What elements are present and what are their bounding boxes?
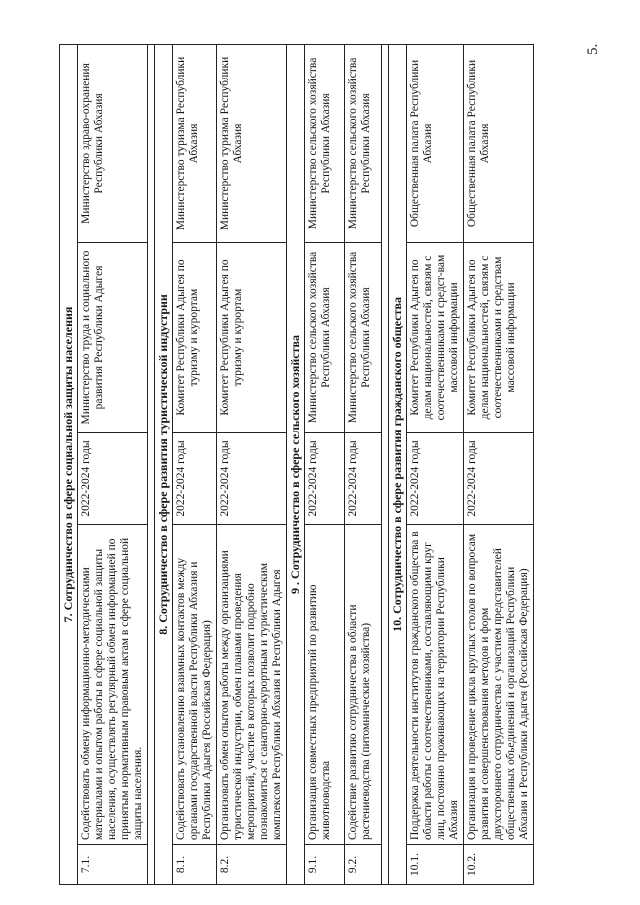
item-number: 7.1. xyxy=(78,845,148,885)
item-responsible-abkhazia: Министерство туризма Республики Абхазия xyxy=(173,44,217,242)
item-responsible-adygea: Комитет Республики Адыгея по туризму и курортам xyxy=(217,243,287,433)
item-responsible-abkhazia: Министерство сельского хозяйства Республики Абхазия xyxy=(305,44,345,242)
item-responsible-adygea: Комитет Республики Адыгея по делам национальностей, связям с соотечественниками и средст-вам массовой информации xyxy=(407,243,464,433)
item-responsible-adygea: Министерство сельского хозяйства Республики Абхазия xyxy=(345,243,382,433)
section-header-10 xyxy=(389,44,407,884)
item-text: Поддержка деятельности институтов гражданского общества в области работы с соотечественниками, составляющими круг лиц, постоянно проживающих на территории Республики Абхазия xyxy=(407,525,464,845)
item-responsible-abkhazia: Общественная палата Республики Абхазия xyxy=(407,44,464,242)
item-period: 2022-2024 годы xyxy=(305,433,345,525)
item-number: 10.1. xyxy=(407,845,464,885)
item-period: 2022-2024 годы xyxy=(78,433,148,525)
item-period: 2022-2024 годы xyxy=(217,433,287,525)
section-title-agriculture: 9 . Сотрудничество в сфере сельского хозяйства xyxy=(287,44,305,884)
section-title-tourism: 8. Сотрудничество в сфере развития туристической индустрии xyxy=(155,44,173,884)
spacer-cell xyxy=(148,44,155,884)
cooperation-plan-table xyxy=(59,44,534,885)
section-header-7 xyxy=(60,44,78,884)
item-responsible-abkhazia: Министерство сельского хозяйства Республики Абхазия xyxy=(345,44,382,242)
item-period: 2022-2024 годы xyxy=(173,433,217,525)
item-period: 2022-2024 годы xyxy=(407,433,464,525)
table-row xyxy=(217,44,287,884)
spacer-row xyxy=(382,44,389,884)
section-header-9 xyxy=(287,44,305,884)
item-responsible-abkhazia: Общественная палата Республики Абхазия xyxy=(464,44,534,242)
section-title-civil-society: 10. Сотрудничество в сфере развития гражданского общества xyxy=(389,44,407,884)
item-text: Организовать обмен опытом работы между организациями туристической индустрии, обмен планами проведения мероприятий, участие в которых позволит подробно познакомиться с санаторно-курортным и туристическим комплексом Республики Абхазия и Республики Адыгея xyxy=(217,525,287,845)
item-responsible-adygea: Комитет Республики Адыгея по туризму и курортам xyxy=(173,243,217,433)
item-number: 9.2. xyxy=(345,845,382,885)
item-text: Содействовать обмену информационно-методическими материалами и опытом работы в сфере социальной защиты населения, осуществлять регулярный обмен информацией по принятым нормативным правовым актам в сфере социальной защиты населения. xyxy=(78,525,148,845)
section-title-social: 7. Сотрудничество в сфере социальной защиты населения xyxy=(60,44,78,884)
spacer-row xyxy=(148,44,155,884)
table-row xyxy=(78,44,148,884)
item-number: 8.2. xyxy=(217,845,287,885)
item-number: 10.2. xyxy=(464,845,534,885)
table-row xyxy=(407,44,464,884)
item-period: 2022-2024 годы xyxy=(464,433,534,525)
item-text: Организация совместных предприятий по развитию животноводства xyxy=(305,525,345,845)
item-text: Содействие развитию сотрудничества в области растениеводства (питомнические хозяйства) xyxy=(345,525,382,845)
table-row xyxy=(305,44,345,884)
item-period: 2022-2024 годы xyxy=(345,433,382,525)
section-header-8 xyxy=(155,44,173,884)
spacer-cell xyxy=(382,44,389,884)
table-row xyxy=(464,44,534,884)
item-number: 8.1. xyxy=(173,845,217,885)
table-row xyxy=(345,44,382,884)
item-responsible-adygea: Министерство труда и социального развития Республики Адыгея xyxy=(78,243,148,433)
item-text: Содействовать установлению взаимных контактов между органами государственной власти Республики Абхазия и Республики Адыгея (Российская Федерация) xyxy=(173,525,217,845)
item-text: Организация и проведение цикла круглых столов по вопросам развития и совершенствования методов и форм двухстороннего сотрудничества с участием представителей общественных объединений и организаций Республики Абхазия и Республики Адыгея (Российская Федерация) xyxy=(464,525,534,845)
page-number: 5. xyxy=(585,43,601,55)
table-row xyxy=(173,44,217,884)
item-responsible-adygea: Комитет Республики Адыгея по делам национальностей, связям с соотечественниками и средствам массовой информации xyxy=(464,243,534,433)
item-responsible-adygea: Министерство сельского хозяйства Республики Абхазия xyxy=(305,243,345,433)
item-number: 9.1. xyxy=(305,845,345,885)
item-responsible-abkhazia: Министерство здраво-охранения Республики Абхазия xyxy=(78,44,148,242)
item-responsible-abkhazia: Министерство туризма Республики Абхазия xyxy=(217,44,287,242)
